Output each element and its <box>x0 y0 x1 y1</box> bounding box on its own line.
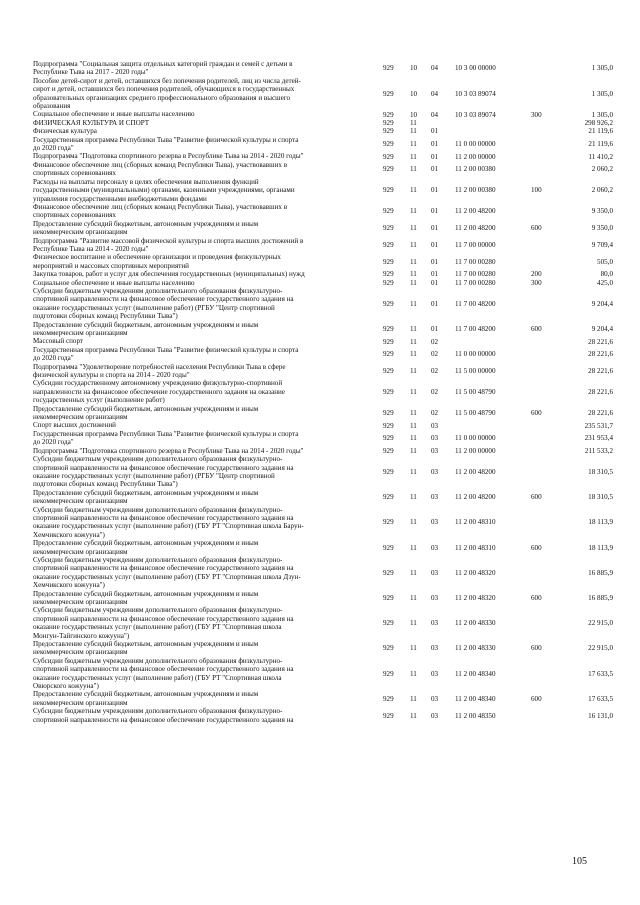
cell-pr: 01 <box>431 278 439 287</box>
cell-vr: 600 <box>531 324 542 333</box>
cell-ved: 929 <box>383 350 394 359</box>
cell-rz: 11 <box>410 518 417 527</box>
cell-rz: 11 <box>410 278 417 287</box>
table-row <box>33 489 613 506</box>
cell-ved: 929 <box>383 543 394 552</box>
cell-ved: 929 <box>383 270 394 279</box>
cell-csr: 11 0 00 00000 <box>455 139 496 148</box>
cell-ved: 929 <box>383 139 394 148</box>
cell-sum: 18 113,9 <box>588 543 613 552</box>
cell-rz: 11 <box>410 669 417 678</box>
cell-pr: 02 <box>431 408 439 417</box>
cell-ved: 929 <box>383 257 394 266</box>
row-description: Финансовое обеспечение лиц (сборных команд Республики Тыва), участвовавших в спортивных соревнованиях <box>33 202 288 220</box>
cell-rz: 11 <box>410 152 417 161</box>
cell-rz: 11 <box>410 568 417 577</box>
cell-ved: 929 <box>383 434 394 443</box>
row-description: Финансовое обеспечение лиц (сборных команд Республики Тыва), участвовавших в спортивных соревнованиях <box>33 160 288 178</box>
cell-ved: 929 <box>383 165 394 174</box>
cell-vr: 600 <box>531 223 542 232</box>
table-row <box>33 346 613 363</box>
cell-sum: 16 885,9 <box>588 593 613 602</box>
row-description: Субсидии бюджетным учреждениям дополнительного образования физкультурно- спортивной направленности на финансовое обеспечение государственного задания на оказание государственных услуг (выполнение работ) (РГБУ "Центр спортивной подготовки сборных команд Республики Тыва") <box>33 455 294 489</box>
cell-csr: 11 2 00 48200 <box>455 467 496 476</box>
cell-ved: 929 <box>383 408 394 417</box>
cell-rz: 10 <box>410 64 418 73</box>
cell-csr: 11 2 00 00380 <box>455 165 496 174</box>
cell-sum: 9 204,4 <box>591 299 613 308</box>
table-row <box>33 539 613 556</box>
cell-csr: 11 2 00 48320 <box>455 593 496 602</box>
cell-csr: 11 5 00 48790 <box>455 408 496 417</box>
table-row <box>33 379 613 404</box>
cell-rz: 11 <box>410 446 417 455</box>
cell-sum: 298 926,2 <box>584 118 613 127</box>
cell-pr: 03 <box>431 644 439 653</box>
cell-pr: 03 <box>431 694 439 703</box>
cell-pr: 02 <box>431 350 439 359</box>
cell-csr: 11 2 00 00000 <box>455 446 496 455</box>
cell-sum: 9 350,0 <box>591 223 613 232</box>
cell-vr: 300 <box>531 110 542 119</box>
cell-rz: 11 <box>410 593 417 602</box>
table-row <box>33 237 613 254</box>
cell-sum: 1 305,0 <box>591 110 613 119</box>
cell-rz: 11 <box>410 387 417 396</box>
table-row <box>33 119 613 127</box>
table-row <box>33 220 613 237</box>
table-row <box>33 60 613 77</box>
cell-sum: 17 633,5 <box>588 669 613 678</box>
cell-pr: 03 <box>431 492 439 501</box>
cell-csr: 11 2 00 48200 <box>455 207 496 216</box>
cell-csr: 11 2 00 48200 <box>455 492 496 501</box>
cell-pr: 03 <box>431 518 439 527</box>
cell-rz: 10 <box>410 89 418 98</box>
cell-vr: 600 <box>531 644 542 653</box>
cell-sum: 28 221,6 <box>588 408 613 417</box>
page-number: 105 <box>572 856 587 867</box>
cell-csr: 11 7 00 00000 <box>455 240 496 249</box>
cell-ved: 929 <box>383 89 394 98</box>
table-row <box>33 430 613 447</box>
cell-csr: 11 2 00 48330 <box>455 619 496 628</box>
cell-ved: 929 <box>383 240 394 249</box>
cell-ved: 929 <box>383 278 394 287</box>
cell-pr: 01 <box>431 257 439 266</box>
cell-csr: 11 2 00 48310 <box>455 543 496 552</box>
cell-csr: 11 0 00 00000 <box>455 350 496 359</box>
cell-pr: 02 <box>431 387 439 396</box>
row-description: Подпрограмма "Развитие массовой физической культуры и спорта высших достижений в Республике Тыва на 2014 - 2020 годы" <box>33 236 304 253</box>
cell-csr: 10 3 00 00000 <box>455 64 496 73</box>
table-row <box>33 253 613 270</box>
row-description: Субсидии бюджетным учреждениям дополнительного образования физкультурно- спортивной направленности на финансовое обеспечение государственного задания на оказание государственных услуг (выполнение работ) (ГБУ РТ "Спортивная школа Овюрского кожууна") <box>33 656 294 691</box>
cell-rz: 11 <box>410 257 417 266</box>
cell-sum: 1 305,0 <box>591 64 613 73</box>
cell-ved: 929 <box>383 446 394 455</box>
cell-vr: 600 <box>531 593 542 602</box>
table-row <box>33 590 613 607</box>
cell-pr: 01 <box>431 207 439 216</box>
cell-ved: 929 <box>383 152 394 161</box>
row-description: Государственная программа Республики Тыва "Развитие физической культуры и спорта до 2020 года" <box>33 429 299 447</box>
cell-csr: 11 7 00 00280 <box>455 278 496 287</box>
cell-ved: 929 <box>383 207 394 216</box>
cell-pr: 03 <box>431 593 439 602</box>
cell-vr: 600 <box>531 694 542 703</box>
cell-ved: 929 <box>383 518 394 527</box>
cell-pr: 03 <box>431 568 439 577</box>
cell-csr: 11 2 00 48330 <box>455 644 496 653</box>
cell-pr: 04 <box>431 110 439 119</box>
cell-vr: 300 <box>531 278 542 287</box>
table-row <box>33 421 613 429</box>
row-description: Подпрограмма "Подготовка спортивного резерва в Республике Тыва на 2014 - 2020 годы" <box>33 152 304 161</box>
table-row <box>33 455 613 489</box>
row-description: Социальное обеспечение и иные выплаты населению <box>33 278 195 287</box>
cell-csr: 11 7 00 00280 <box>455 257 496 266</box>
row-description: Спорт высших достижений <box>33 421 116 430</box>
cell-ved: 929 <box>383 694 394 703</box>
table-row <box>33 161 613 178</box>
cell-pr: 01 <box>431 127 439 136</box>
row-description: Пособие детей-сирот и детей, оставшихся без попечения родителей, лиц из числа детей- сирот и детей, оставшихся без попечения родителей, обучающихся в государственных образовательных организациях среднего профессионального образования и высшего образования <box>33 76 301 111</box>
table-row <box>33 640 613 657</box>
cell-pr: 02 <box>431 337 439 346</box>
cell-csr: 11 0 00 00000 <box>455 434 496 443</box>
row-description: Предоставление субсидий бюджетным, автономным учреждениям и иным некоммерческим организациям <box>33 589 259 606</box>
cell-sum: 2 060,2 <box>591 186 613 195</box>
row-description: Предоставление субсидий бюджетным, автономным учреждениям и иным некоммерческим организациям <box>33 219 259 237</box>
cell-vr: 200 <box>531 270 542 279</box>
table-row <box>33 321 613 338</box>
table-row <box>33 657 613 691</box>
cell-rz: 11 <box>410 207 417 216</box>
row-description: Физическая культура <box>33 127 97 136</box>
cell-csr: 10 3 03 89074 <box>455 89 496 98</box>
row-description: Субсидии бюджетным учреждениям дополнительного образования физкультурно- спортивной направленности на финансовое обеспечение государственного задания на оказание государственных услуг (выполнение работ) (ГБУ РТ "Спортивная школа Монгун-Тайгинского кожууна") <box>33 606 294 640</box>
cell-rz: 11 <box>410 299 417 308</box>
table-row <box>33 270 613 278</box>
cell-rz: 11 <box>410 139 417 148</box>
cell-sum: 21 119,6 <box>588 139 613 148</box>
cell-pr: 04 <box>431 64 439 73</box>
cell-csr: 11 2 00 48340 <box>455 694 496 703</box>
cell-csr: 11 5 00 48790 <box>455 387 496 396</box>
row-description: Субсидии бюджетным учреждениям дополнительного образования физкультурно- спортивной направленности на финансовое обеспечение государственного задания на оказание государственных услуг (выполнение работ) (ГБУ РТ "Спортивная школа Дзун- Хемчикского кожууна") <box>33 555 301 590</box>
cell-sum: 1 305,0 <box>591 89 613 98</box>
cell-vr: 600 <box>531 408 542 417</box>
cell-ved: 929 <box>383 711 394 720</box>
cell-sum: 18 310,5 <box>588 467 613 476</box>
cell-sum: 211 533,2 <box>584 446 613 455</box>
row-description: Социальное обеспечение и иные выплаты населению <box>33 110 195 119</box>
cell-rz: 11 <box>410 434 417 443</box>
cell-pr: 03 <box>431 421 439 430</box>
cell-ved: 929 <box>383 299 394 308</box>
table-row <box>33 77 613 111</box>
cell-csr: 11 2 00 48350 <box>455 711 496 720</box>
cell-sum: 28 221,6 <box>588 387 613 396</box>
cell-pr: 01 <box>431 240 439 249</box>
cell-pr: 03 <box>431 669 439 678</box>
cell-sum: 231 953,4 <box>584 434 613 443</box>
cell-sum: 425,0 <box>597 278 613 287</box>
table-row <box>33 707 613 724</box>
cell-csr: 11 2 00 48320 <box>455 568 496 577</box>
cell-sum: 22 915,0 <box>588 644 613 653</box>
cell-csr: 11 2 00 00000 <box>455 152 496 161</box>
cell-sum: 18 113,9 <box>588 518 613 527</box>
cell-rz: 11 <box>410 492 417 501</box>
cell-rz: 10 <box>410 110 418 119</box>
cell-rz: 11 <box>410 337 417 346</box>
row-description: Физическое воспитание и обеспечение организации и проведения физкультурных мероприятий и массовых спортивных мероприятий <box>33 253 281 270</box>
cell-ved: 929 <box>383 118 394 127</box>
cell-rz: 11 <box>410 350 417 359</box>
cell-pr: 04 <box>431 89 439 98</box>
table-row <box>33 110 613 118</box>
row-description: Субсидии бюджетным учреждениям дополнительного образования физкультурно- спортивной направленности на финансовое обеспечение государственного задания на оказание государственных услуг (выполнение работ) (ГБУ РТ "Спортивная школа Барун- Хемчикского кожууна") <box>33 505 304 539</box>
row-description: Подпрограмма "Удовлетворение потребностей населения Республики Тыва в сфере физической культуры и спорта на 2014 - 2020 годы" <box>33 362 286 380</box>
cell-pr: 03 <box>431 711 439 720</box>
row-description: Массовый спорт <box>33 337 84 346</box>
cell-vr: 600 <box>531 492 542 501</box>
cell-ved: 929 <box>383 366 394 375</box>
cell-rz: 11 <box>410 694 417 703</box>
cell-sum: 22 915,0 <box>588 619 613 628</box>
cell-sum: 9 204,4 <box>591 324 613 333</box>
cell-pr: 03 <box>431 446 439 455</box>
cell-pr: 01 <box>431 165 439 174</box>
cell-sum: 28 221,6 <box>588 350 613 359</box>
row-description: Предоставление субсидий бюджетным, автономным учреждениям и иным некоммерческим организациям <box>33 404 259 422</box>
cell-pr: 01 <box>431 139 439 148</box>
cell-ved: 929 <box>383 324 394 333</box>
row-description: Предоставление субсидий бюджетным, автономным учреждениям и иным некоммерческим организациям <box>33 690 259 707</box>
cell-rz: 11 <box>410 711 417 720</box>
table-row <box>33 178 613 203</box>
cell-sum: 505,0 <box>597 257 613 266</box>
table-row <box>33 337 613 345</box>
table-row <box>33 363 613 380</box>
cell-rz: 11 <box>410 240 417 249</box>
table-row <box>33 127 613 135</box>
cell-rz: 11 <box>410 270 417 279</box>
cell-sum: 235 531,7 <box>584 421 613 430</box>
cell-csr: 11 7 00 48200 <box>455 324 496 333</box>
cell-csr: 11 2 00 48340 <box>455 669 496 678</box>
row-description: Закупка товаров, работ и услуг для обеспечения государственных (муниципальных) нужд <box>33 270 305 279</box>
cell-ved: 929 <box>383 568 394 577</box>
cell-ved: 929 <box>383 492 394 501</box>
cell-rz: 11 <box>410 644 417 653</box>
cell-ved: 929 <box>383 593 394 602</box>
row-description: Государственная программа Республики Тыва "Развитие физической культуры и спорта до 2020 года" <box>33 135 299 153</box>
cell-vr: 100 <box>531 186 542 195</box>
cell-sum: 28 221,6 <box>588 337 613 346</box>
table-row <box>33 279 613 287</box>
cell-pr: 01 <box>431 223 439 232</box>
cell-rz: 11 <box>410 366 417 375</box>
cell-rz: 11 <box>410 127 417 136</box>
table-row <box>33 152 613 160</box>
cell-pr: 01 <box>431 186 439 195</box>
cell-pr: 01 <box>431 270 439 279</box>
cell-pr: 01 <box>431 299 439 308</box>
cell-rz: 11 <box>410 324 417 333</box>
cell-pr: 01 <box>431 324 439 333</box>
row-description: Предоставление субсидий бюджетным, автономным учреждениям и иным некоммерческим организациям <box>33 320 259 337</box>
row-description: Предоставление субсидий бюджетным, автономным учреждениям и иным некоммерческим организациям <box>33 488 259 506</box>
cell-rz: 11 <box>410 467 417 476</box>
cell-csr: 11 2 00 48310 <box>455 518 496 527</box>
cell-ved: 929 <box>383 467 394 476</box>
row-description: Субсидии бюджетным учреждениям дополнительного образования физкультурно- спортивной направленности на финансовое обеспечение государственного задания на оказание государственных услуг (выполнение работ) (РГБУ "Центр спортивной подготовки сборных команд Республики Тыва") <box>33 286 294 321</box>
cell-sum: 80,0 <box>600 270 613 279</box>
cell-sum: 28 221,6 <box>588 366 613 375</box>
cell-sum: 16 131,0 <box>588 711 613 720</box>
cell-ved: 929 <box>383 110 394 119</box>
row-description: Субсидии бюджетным учреждениям дополнительного образования физкультурно- спортивной направленности на финансовое обеспечение государственного задания на <box>33 707 294 724</box>
cell-sum: 17 633,5 <box>588 694 613 703</box>
cell-csr: 11 2 00 48200 <box>455 223 496 232</box>
table-row <box>33 287 613 321</box>
row-description: Предоставление субсидий бюджетным, автономным учреждениям и иным некоммерческим организациям <box>33 640 259 657</box>
cell-ved: 929 <box>383 127 394 136</box>
cell-pr: 03 <box>431 434 439 443</box>
cell-rz: 11 <box>410 408 417 417</box>
cell-rz: 11 <box>410 619 417 628</box>
row-description: Государственная программа Республики Тыва "Развитие физической культуры и спорта до 2020 года" <box>33 345 299 363</box>
cell-rz: 11 <box>410 165 417 174</box>
row-description: Предоставление субсидий бюджетным, автономным учреждениям и иным некоммерческим организациям <box>33 539 259 556</box>
cell-ved: 929 <box>383 644 394 653</box>
cell-sum: 11 410,2 <box>588 152 613 161</box>
cell-rz: 11 <box>410 421 417 430</box>
cell-sum: 21 119,6 <box>588 127 613 136</box>
cell-ved: 929 <box>383 186 394 195</box>
cell-ved: 929 <box>383 337 394 346</box>
cell-csr: 11 2 00 00380 <box>455 186 496 195</box>
cell-pr: 02 <box>431 366 439 375</box>
cell-rz: 11 <box>410 223 417 232</box>
table-row <box>33 136 613 153</box>
cell-pr: 03 <box>431 543 439 552</box>
cell-pr: 03 <box>431 467 439 476</box>
cell-sum: 9 709,4 <box>591 240 613 249</box>
cell-ved: 929 <box>383 387 394 396</box>
cell-ved: 929 <box>383 64 394 73</box>
cell-rz: 11 <box>410 118 417 127</box>
table-row <box>33 506 613 540</box>
row-description: Расходы на выплаты персоналу в целях обеспечения выполнения функций государственными (муниципальными) органами, казенными учреждениями, органами управления государственными внебюджетными фондами <box>33 177 295 203</box>
cell-pr: 01 <box>431 152 439 161</box>
cell-csr: 11 5 00 00000 <box>455 366 496 375</box>
row-description: Подпрограмма "Подготовка спортивного резерва в Республике Тыва на 2014 - 2020 годы" <box>33 446 304 455</box>
cell-rz: 11 <box>410 543 417 552</box>
cell-ved: 929 <box>383 669 394 678</box>
cell-ved: 929 <box>383 421 394 430</box>
cell-sum: 16 885,9 <box>588 568 613 577</box>
cell-sum: 9 350,0 <box>591 207 613 216</box>
cell-ved: 929 <box>383 619 394 628</box>
cell-ved: 929 <box>383 223 394 232</box>
table-row <box>33 690 613 707</box>
cell-sum: 18 310,5 <box>588 492 613 501</box>
row-description: Субсидии государственному автономному учреждению физкультурно-спортивной направленности на финансовое обеспечение государственного задания на оказание государственных услуг (выполнение работ) <box>33 379 285 405</box>
table-row <box>33 447 613 455</box>
cell-csr: 11 7 00 00280 <box>455 270 496 279</box>
table-row <box>33 405 613 422</box>
cell-csr: 10 3 03 89074 <box>455 110 496 119</box>
row-description: Подпрограмма "Социальная защита отдельных категорий граждан и семей с детьми в Республике Тыва на 2017 - 2020 годы" <box>33 60 293 77</box>
table-row <box>33 556 613 590</box>
cell-csr: 11 7 00 48200 <box>455 299 496 308</box>
cell-sum: 2 060,2 <box>591 165 613 174</box>
row-description: ФИЗИЧЕСКАЯ КУЛЬТУРА И СПОРТ <box>33 118 150 127</box>
cell-rz: 11 <box>410 186 417 195</box>
cell-vr: 600 <box>531 543 542 552</box>
table-row <box>33 203 613 220</box>
cell-pr: 03 <box>431 619 439 628</box>
table-row <box>33 606 613 640</box>
budget-table <box>33 60 613 724</box>
